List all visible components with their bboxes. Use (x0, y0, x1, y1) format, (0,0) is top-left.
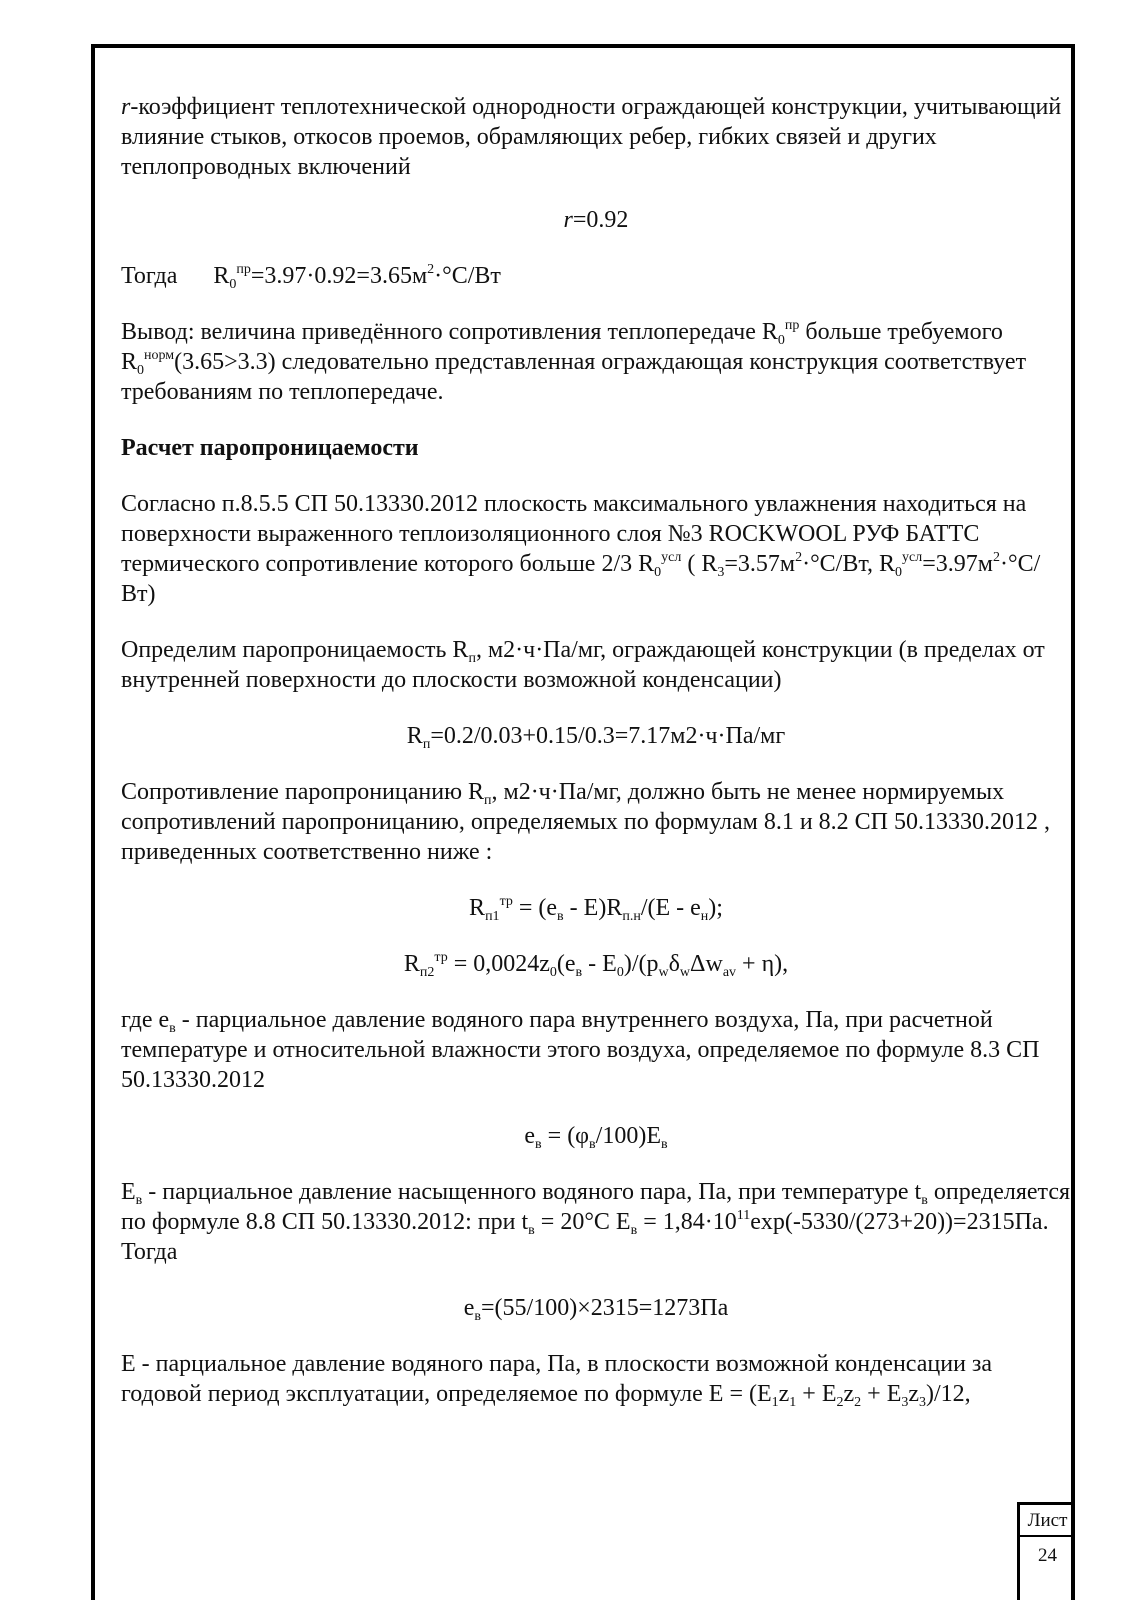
expression: =0.2/0.03+0.15/0.3=7.17м2·ч·Па/мг (430, 723, 786, 749)
subscript: 0 (229, 277, 237, 292)
var-r: r (563, 207, 573, 233)
symbol: R (213, 263, 230, 289)
subscript: 0 (654, 565, 662, 580)
word: Тогда (121, 263, 178, 289)
text: Е - парциальное давление водяного пара, Па, в плоскости возможной конденсации за годовой период эксплуатации, определяемое по формуле Е = (Е (121, 1351, 993, 1407)
subscript: 2 (854, 1395, 862, 1410)
text: ( R (681, 551, 718, 577)
superscript: 11 (736, 1208, 751, 1223)
subscript: 3 (901, 1395, 909, 1410)
subscript: в (661, 1137, 668, 1152)
text: = 20°С Е (534, 1209, 631, 1235)
text: z (843, 1381, 855, 1407)
subscript: 0 (137, 363, 145, 378)
expression: Δw (690, 951, 723, 977)
unit: ·°С/Вт (434, 263, 501, 289)
subscript: 0 (895, 565, 903, 580)
expression: (е (556, 951, 576, 977)
equation-ev-value (121, 1293, 1071, 1323)
text: + Е (861, 1381, 902, 1407)
equation-rn1 (121, 893, 1071, 923)
symbol: R (469, 895, 486, 921)
text: Определим паропроницаемость R (121, 637, 469, 663)
subscript: w (658, 965, 669, 980)
equation-rn (121, 721, 1071, 751)
text: = 1,84·10 (637, 1209, 737, 1235)
paragraph-ev-definition (121, 1005, 1071, 1095)
subscript: в (528, 1223, 535, 1238)
expression: )/(p (623, 951, 659, 977)
superscript: 2 (992, 550, 1000, 565)
paragraph-r-coefficient (121, 92, 1071, 182)
paragraph-max-moisture-plane (121, 489, 1071, 609)
text: ·°С/Вт) (121, 551, 1041, 607)
subscript: в (474, 1309, 482, 1324)
expression: = 0,0024z (447, 951, 550, 977)
text: )/12, (926, 1381, 971, 1407)
text: больше требуемого R (121, 319, 1003, 375)
var-r: r (121, 94, 131, 120)
expression: δ (668, 951, 680, 977)
subscript: w (679, 965, 691, 980)
text: - парциальное давление насыщенного водяного пара, Па, при температуре t (142, 1179, 922, 1205)
text: , м2·ч·Па/мг, должно быть не менее нормируемых сопротивлений паропроницанию, определяемых по формулам 8.1 и 8.2 СП 50.13330.2012 , приведенных соответственно ниже : (121, 779, 1051, 865)
symbol: R (406, 723, 423, 749)
subscript: в (575, 965, 583, 980)
subscript: 1 (789, 1395, 797, 1410)
superscript: тр (434, 950, 448, 965)
equation-ev (121, 1121, 1071, 1151)
subscript: п1 (485, 909, 500, 924)
sheet-stamp (1017, 1502, 1075, 1600)
subscript: п2 (419, 965, 435, 980)
subscript: п.н (622, 909, 641, 924)
expression: /(Е - е (640, 895, 701, 921)
paragraph-conclusion (121, 317, 1071, 407)
subscript: 0 (777, 333, 785, 348)
paragraph-Ev-definition (121, 1177, 1071, 1267)
text: Е (121, 1179, 136, 1205)
sheet-label: Лист (1020, 1505, 1075, 1537)
paragraph-resistance (121, 777, 1071, 867)
equation-r (121, 205, 1071, 235)
subscript: 3 (717, 565, 725, 580)
superscript: пр (236, 262, 251, 277)
subscript: 2 (836, 1395, 844, 1410)
text: Сопротивление паропроницанию R (121, 779, 484, 805)
paragraph-E-definition (121, 1349, 1071, 1409)
expression: - Е (582, 951, 617, 977)
superscript: усл (902, 550, 923, 565)
subscript: в (535, 1137, 542, 1152)
subscript: в (557, 909, 564, 924)
subscript: п (422, 737, 431, 752)
subscript: в (135, 1193, 143, 1208)
symbol: е (524, 1123, 536, 1149)
text: определяется по формуле 8.8 СП 50.13330.2012: при t (121, 1179, 1071, 1235)
expression: /100)Е (595, 1123, 661, 1149)
paragraph-define-permeability (121, 635, 1071, 695)
text: Согласно п.8.5.5 СП 50.13330.2012 плоскость максимального увлажнения находиться на поверхности выраженного теплоизоляционного слоя №3 ROCKWOOL РУФ БАТТС термического сопротивление которого больше 2/3 R (121, 491, 1027, 577)
text: где е (121, 1007, 170, 1033)
subscript: 3 (919, 1395, 927, 1410)
subscript: 0 (549, 965, 557, 980)
text: Вывод: величина приведённого сопротивления теплопередаче R (121, 319, 778, 345)
expression: =(55/100)×2315=1273Па (481, 1295, 729, 1321)
paragraph-togda (121, 261, 1071, 291)
subscript: в (589, 1137, 596, 1152)
superscript: норм (144, 348, 175, 363)
subscript: в (921, 1193, 928, 1208)
subscript: 1 (771, 1395, 779, 1410)
symbol: R (403, 951, 420, 977)
sheet-number: 24 (1038, 1545, 1057, 1566)
symbol: е (463, 1295, 475, 1321)
text: z (778, 1381, 790, 1407)
superscript: усл (661, 550, 682, 565)
text: , м2·ч·Па/мг, ограждающей конструкции (в пределах от внутренней поверхности до плоскости возможной конденсации) (121, 637, 1045, 693)
document-body (121, 92, 1071, 1409)
expression: = (е (512, 895, 558, 921)
text: -коэффициент теплотехнической однородности ограждающей конструкции, учитывающий влияние стыков, откосов проемов, обрамляющих ребер, гибких связей и других теплопроводных включений (121, 94, 1062, 180)
text: exp(-5330/(273+20))=2315Па. Тогда (121, 1209, 1049, 1265)
subscript: п (484, 793, 492, 808)
expression: =3.97·0.92=3.65м (250, 263, 428, 289)
expression: + η), (736, 951, 789, 977)
text: + Е (796, 1381, 837, 1407)
superscript: пр (784, 318, 800, 333)
subscript: в (630, 1223, 638, 1238)
subscript: av (722, 965, 737, 980)
subscript: в (169, 1021, 176, 1036)
subscript: 0 (616, 965, 624, 980)
text: - парциальное давление водяного пара внутреннего воздуха, Па, при расчетной температуре и относительной влажности этого воздуха, определяемое по формуле 8.3 СП 50.13330.2012 (121, 1007, 1040, 1093)
section-heading: Расчет паропроницаемости (121, 435, 419, 461)
superscript: тр (499, 894, 513, 909)
subscript: н (700, 909, 709, 924)
expression: = (φ (541, 1123, 590, 1149)
expression: - Е)R (563, 895, 623, 921)
equation-rn2 (121, 949, 1071, 979)
subscript: п (468, 651, 476, 666)
text: ·°С/Вт, R (802, 551, 896, 577)
text: z (908, 1381, 920, 1407)
text: =3.57м (724, 551, 796, 577)
expression: ); (708, 895, 723, 921)
superscript: 2 (795, 550, 803, 565)
superscript: 2 (427, 262, 435, 277)
text: (3.65>3.3) следовательно представленная ограждающая конструкция соответствует требованиям по теплопередаче. (121, 349, 1027, 405)
value: =0.92 (572, 207, 629, 233)
text: =3.97м (922, 551, 993, 577)
